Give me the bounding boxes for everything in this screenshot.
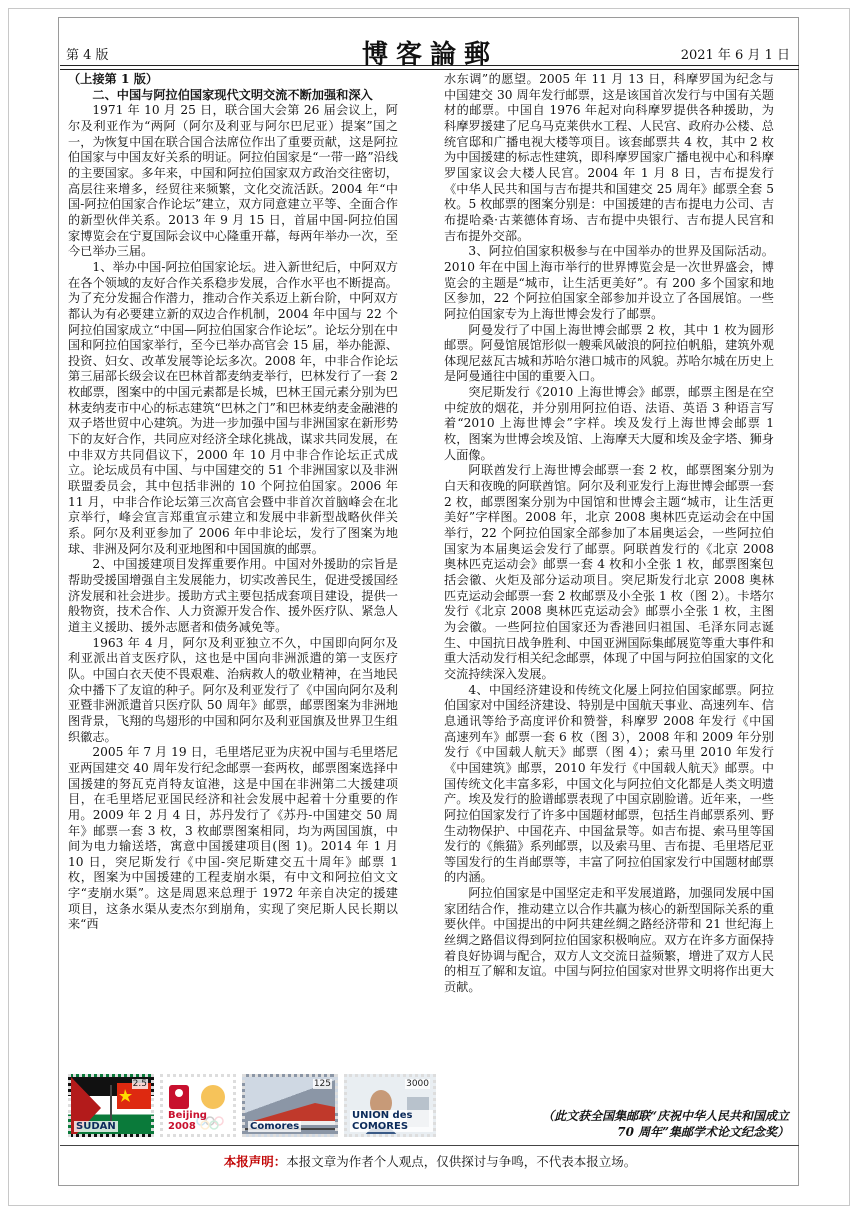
header-rule <box>60 65 799 66</box>
stamp-country: Beijing 2008 <box>166 1110 233 1132</box>
award-note-line: （此文获全国集邮联“庆祝中华人民共和国成立 <box>542 1109 789 1123</box>
award-note-line: 70 周年”集邮学术论文纪念奖） <box>617 1124 789 1139</box>
article-paragraph: 阿联酋发行上海世博会邮票一套 2 枚，邮票图案分别为白天和夜晚的阿联酋馆。阿尔及利亚发行上海世博会邮票一套 2 枚，邮票图案分别为中国馆和世博会主题“城市，让生活更美好”字样图。2008 年，北京 2008 奥林匹克运动会在中国举行，22 个阿拉伯国家全部参加了本届奥运会，一些阿拉伯国家为本届奥运会发行了邮票。阿联酋发行的《北京 2008 奥林匹克运动会》邮票一套 4 枚和小全张 1 枚，邮票图案包括会徽、火炬及部分运动项目。突尼斯发行北京 2008 奥林匹克运动会邮票一套 2 枚邮票及小全张 1 枚（图 2）。卡塔尔发行《北京 2008 奥林匹克运动会》邮票小全张 1 枚，主图为会徽。一些阿拉伯国家还为香港回归祖国、毛泽东同志诞生、中国抗日战争胜利、中国亚洲国际集邮展览等重大事件和重大活动发行相关纪念邮票，体现了中国与阿拉伯国家的文化交流持续深入发展。 <box>444 463 774 681</box>
stamp-country: SUDAN <box>76 1121 116 1132</box>
stamp-country: UNION des COMORES <box>350 1110 433 1132</box>
stamp-value: 2.5 <box>132 1079 147 1089</box>
issue-date: 2021 年 6 月 1 日 <box>680 48 790 63</box>
article-paragraph: 4、中国经济建设和传统文化屡上阿拉伯国家邮票。阿拉伯国家对中国经济建设、特别是中国航天事业、高速列车、信息通讯等给予高度评价和赞誉，科摩罗 2008 年发行《中国高速列车》邮票一套 6 枚（图 3），2008 年和 2009 年分别发行《中国载人航天》邮票（图 4）；索马里 2010 年发行《中国建筑》邮票，2010 年发行《中国载人航天》邮票。中国传统文化丰富多彩，中国文化与阿拉伯文化都是人类文明遗产。埃及发行的脸谱邮票表现了中国京剧脸谱。近年来，一些阿拉伯国家发行了许多中国题材邮票，包括生肖邮票系列、野生动物保护、中国花卉、中国盆景等。如吉布提、索马里等国发行的《熊猫》系列邮票，以及索马里、吉布提、毛里塔尼亚等国发行的生肖邮票等，丰富了阿拉伯国家发行中国题材邮票的内涵。 <box>444 682 774 885</box>
disclaimer-label: 本报声明： <box>223 1154 287 1169</box>
article-paragraph: 阿曼发行了中国上海世博会邮票 2 枚，其中 1 枚为圆形邮票。阿曼馆展馆形似一艘乘风破浪的阿拉伯帆船，建筑外观体现尼兹瓦古城和苏哈尔港口城市的风貌。苏哈尔城在历史上是阿曼通往中国的重要入口。 <box>444 322 774 384</box>
article-paragraph: 突尼斯发行《2010 上海世博会》邮票，邮票主图是在空中绽放的烟花，并分别用阿拉伯语、法语、英语 3 种语言写着“2010 上海世博会”字样。埃及发行上海世博会邮票 1 枚，图案为世博会埃及馆、上海摩天大厦和埃及金字塔、狮身人面像。 <box>444 385 774 462</box>
masthead-title: 博客論郵 <box>361 40 498 70</box>
disclaimer-text: 本报文章为作者个人观点，仅供探讨与争鸣，不代表本报立场。 <box>286 1154 637 1169</box>
stamp-comoros-train <box>242 1074 338 1137</box>
stamp-value: 125 <box>313 1079 331 1089</box>
stamp-sudan <box>68 1074 154 1137</box>
left-column <box>68 72 398 933</box>
right-column <box>444 72 774 996</box>
stamp-strip <box>68 1074 436 1137</box>
header-rule-thin <box>60 69 799 70</box>
article-paragraph: 2005 年 7 月 19 日，毛里塔尼亚为庆祝中国与毛里塔尼亚两国建交 40 周年发行纪念邮票一套两枚，邮票图案选择中国援建的努瓦克肖特友谊港，这是中国在非洲第二大援建项目，在毛里塔尼亚国民经济和社会发展中起着十分重要的作用。2009 年 2 月 4 日，苏丹发行了《苏丹-中国建交 50 周年》邮票一套 3 枚，3 枚邮票图案相同，均为两国国旗，中间为电力输送塔，寓意中国援建项目(图 1)。2014 年 1 月 10 日，突尼斯发行《中国-突尼斯建交五十周年》邮票 1 枚，图案为中国援建的工程麦崩水渠，有中文和阿拉伯文文字“麦崩水渠”。这是周恩来总理于 1972 年亲自决定的援建项目，这条水渠从麦杰尔到崩角，实现了突尼斯人民长期以来“西 <box>68 745 398 932</box>
section-heading: 二、中国与阿拉伯国家现代文明交流不断加强和深入 <box>92 87 373 102</box>
disclaimer <box>0 1152 860 1170</box>
stamp-country: Comores <box>250 1121 300 1132</box>
article-paragraph: 阿拉伯国家是中国坚定走和平发展道路，加强同发展中国家团结合作，推动建立以合作共赢为核心的新型国际关系的重要伙伴。中国提出的中阿共建丝绸之路经济带和 21 世纪海上丝绸之路倡议得到阿拉伯国家积极响应。双方在许多方面保持着良好协调与配合，双方人文交流日益频繁，增进了双方人民的相互了解和友谊。中国与阿拉伯国家对世界文明将作出更大贡献。 <box>444 886 774 995</box>
article-paragraph: 1、举办中国-阿拉伯国家论坛。进入新世纪后，中阿双方在各个领域的友好合作关系稳步发展，合作水平也不断提高。为了充分发掘合作潜力，推动合作关系迈上新台阶，中阿双方都认为有必要建立新的双边合作机制，2004 年中国与 22 个阿拉伯国家成立“中国—阿拉伯国家合作论坛”。论坛分别在中国和阿拉伯国家举行，至今已举办高官会 15 届，举办能源、投资、妇女、改革发展等论坛多次。2008 年，中非合作论坛第三届部长级会议在巴林首都麦纳麦举行，巴林发行了一套 2 枚邮票，图案中的中国元素都是长城，巴林王国元素分别为巴林麦纳麦市中心的标志建筑“巴林之门”和巴林麦纳麦金融港的双子塔世贸中心建筑。为进一步加强中国与非洲国家在新形势下的友好合作，共同应对经济全球化挑战，谋求共同发展，在中非双方共同倡议下，2000 年 10 月中非合作论坛正式成立。论坛成员有中国、与中国建交的 51 个非洲国家以及非洲联盟委员会，其中包括非洲的 10 个阿拉伯国家。2006 年 11 月，中非合作论坛第三次高官会暨中非首次首脑峰会在北京举行，峰会宣言郑重宣示建立和发展中非新型战略伙伴关系。阿尔及利亚参加了 2006 年中非论坛，发行了图案为地球、非洲及阿尔及利亚地图和中国国旗的邮票。 <box>68 259 398 556</box>
footer-rule <box>60 1145 799 1146</box>
stamp-value: 3000 <box>406 1079 429 1089</box>
stamp-beijing-olympics <box>160 1074 236 1137</box>
article-paragraph: 2、中国援建项目发挥重要作用。中国对外援助的宗旨是帮助受援国增强自主发展能力，切实改善民生，促进受援国经济发展和社会进步。援助方式主要包括成套项目建设，提供一般物资，技术合作、人力资源开发合作、援外医疗队、紧急人道主义援助、援外志愿者和债务减免等。 <box>68 557 398 634</box>
stamp-comoros-astronaut <box>344 1074 436 1137</box>
article-paragraph: 1963 年 4 月，阿尔及利亚独立不久，中国即向阿尔及利亚派出首支医疗队，这也是中国向非洲派遣的第一支医疗队。中国白衣天使不畏艰难、治病救人的敬业精神，在当地民众中播下了友谊的种子。阿尔及利亚发行了《中国向阿尔及利亚暨非洲派遣首只医疗队 50 周年》邮票，邮票图案为非洲地图背景，飞翔的鸟翅形的中国和阿尔及利亚国旗及世界卫生组织徽志。 <box>68 635 398 744</box>
article-paragraph: 3、阿拉伯国家积极参与在中国举办的世界及国际活动。2010 年在中国上海市举行的世界博览会是一次世界盛会，博览会的主题是“城市，让生活更美好”。有 200 多个国家和地区参加，22 个阿拉伯国家全部参加并设立了各国展馆。一些阿拉伯国家专为上海世博会发行了邮票。 <box>444 244 774 321</box>
article-paragraph: 1971 年 10 月 25 日，联合国大会第 26 届会议上，阿尔及利亚作为“两阿（阿尔及利亚与阿尔巴尼亚）提案”国之一，为恢复中国在联合国合法席位作出了重要贡献，这是阿拉伯国家与中国友好关系的明证。阿拉伯国家是“一带一路”沿线的主要国家。多年来，中国和阿拉伯国家双方政治交往密切，高层往来增多，经贸往来频繁，文化交流活跃。2004 年“中国-阿拉伯国家合作论坛”建立，双方同意建立平等、全面合作的新型伙伴关系。2013 年 9 月 15 日，首届中国-阿拉伯国家博览会在宁夏国际会议中心隆重开幕，每两年举办一次，至今已举办三届。 <box>68 103 398 259</box>
award-note <box>444 1109 789 1140</box>
article-paragraph: 水东调”的愿望。2005 年 11 月 13 日，科摩罗国为纪念与中国建交 30 周年发行邮票，这是该国首次发行与中国有关题材的邮票。中国自 1976 年起对向科摩罗提供各种援助，为科摩罗援建了尼乌马克莱供水工程、人民宫、政府办公楼、总统官邸和广播电视大楼等项目。该套邮票共 4 枚，其中 2 枚为中国援建的标志性建筑，即科摩罗国家广播电视中心和科摩罗国家议会大楼人民宫。2004 年 1 月 8 日，吉布提发行《中华人民共和国与吉布提共和国建交 25 周年》邮票全套 5 枚。5 枚邮票的图案分别是：中国援建的吉布提电力公司、吉布提哈桑·古莱德体育场、吉布提中央银行、吉布提人民宫和吉布提外交部。 <box>444 72 774 243</box>
continued-note: （上接第 1 版） <box>68 72 159 86</box>
edition-label: 第 4 版 <box>66 48 109 63</box>
